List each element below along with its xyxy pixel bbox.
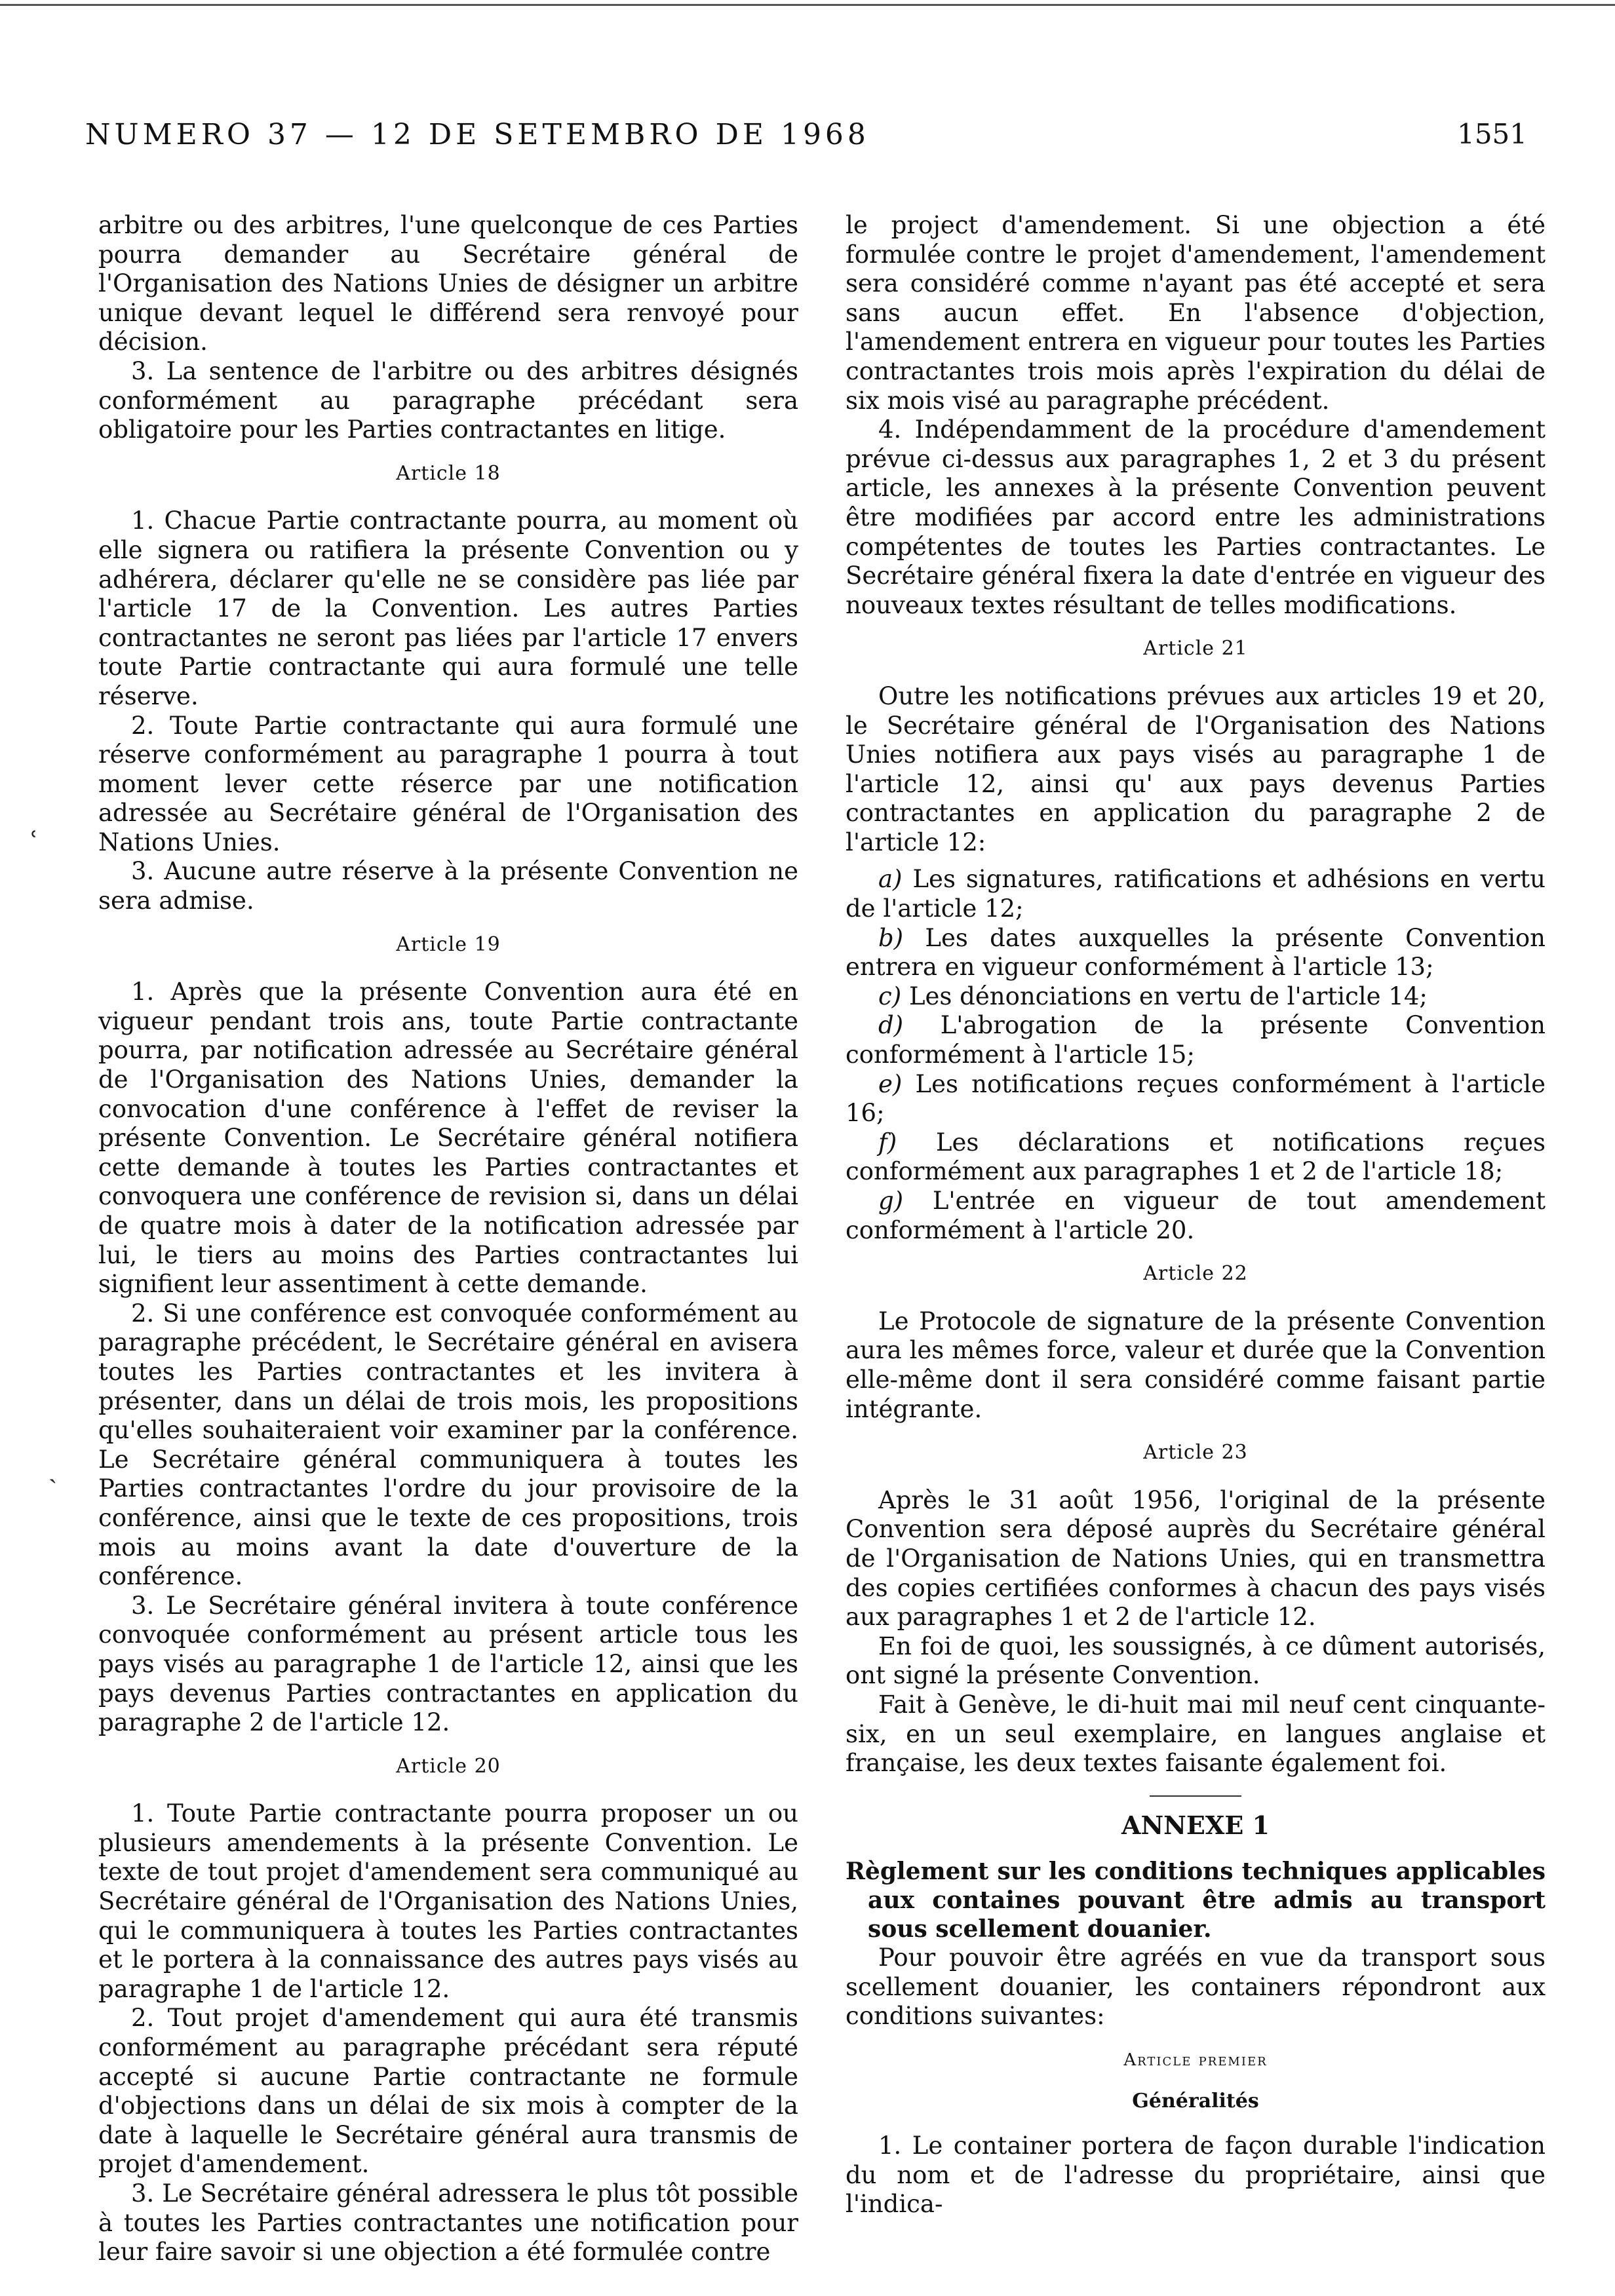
paragraph: le project d'amendement. Si une objection a été formulée contre le projet d'amendement, l'amendement sera considéré comme n'ayant pas été accepté et sera sans aucun effet. En l'absence d'objection, l'amendement entrera en vigueur pour toutes les Parties contractantes trois mois après l'expiration du délai de six mois visé au paragraphe précédent.: [846, 211, 1546, 415]
page-number: 1551: [1457, 118, 1527, 150]
article-heading: Article 23: [1143, 1441, 1248, 1464]
article-heading: Article premier: [1123, 2050, 1268, 2071]
issue-line: NUMERO 37 — 12 DE SETEMBRO DE 1968: [85, 118, 870, 151]
list-item: [846, 924, 1546, 982]
paragraph: 3. Le Secrétaire général invitera à toute conférence convoquée conformément au présent article tous les pays visés au paragraphe 1 de l'article 12, ainsi que les pays devenus Parties contractantes en application du paragraphe 2 de l'article 12.: [98, 1591, 798, 1737]
article-heading: Article 21: [1143, 637, 1248, 660]
list-item: [846, 1011, 1546, 1069]
paragraph: 3. La sentence de l'arbitre ou des arbitres désignés conformément au paragraphe précédant sera obligatoire pour les Parties contractantes en litige.: [98, 356, 798, 444]
paragraph: Outre les notifications prévues aux articles 19 et 20, le Secrétaire général de l'Organisation des Nations Unies notifiera aux pays visés au paragraphe 1 de l'article 12, ainsi qu' aux pays devenus Parties contractantes en application du paragraphe 2 de l'article 12:: [846, 681, 1546, 856]
list-text: Les déclarations et notifications reçues conformément aux paragraphes 1 et 2 de l'article 18;: [846, 1128, 1546, 1186]
list-letter: e): [878, 1069, 903, 1098]
list-text: Les notifications reçues conformément à l'article 16;: [846, 1069, 1546, 1128]
paragraph: 2. Toute Partie contractante qui aura formulé une réserve conformément au paragraphe 1 pourra à tout moment lever cette réserce par une notification adressée au Secrétaire général de l'Organisation des Nations Unies.: [98, 711, 798, 856]
list-item: [846, 1128, 1546, 1187]
list-text: L'entrée en vigueur de tout amendement conformément à l'article 20.: [846, 1187, 1546, 1244]
paragraph: 1. Le container portera de façon durable l'indication du nom et de l'adresse du propriétaire, ainsi que l'indica-: [846, 2132, 1546, 2219]
list-letter: c): [878, 982, 902, 1010]
notification-list: [846, 865, 1546, 1245]
paragraph: 4. Indépendamment de la procédure d'amendement prévue ci-dessus aux paragraphes 1, 2 et 3 du présent article, les annexes à la présente Convention peuvent être modifiées par accord entre les administrations compétentes de toutes les Parties contractantes. Le Secrétaire général fixera la date d'entrée en vigueur des nouveaux textes résultant de telles modifications.: [846, 415, 1546, 619]
list-letter: a): [878, 865, 903, 894]
article-heading: Article 22: [1143, 1262, 1248, 1286]
article-heading: Article 19: [396, 932, 501, 956]
list-text: L'abrogation de la présente Convention conformément à l'article 15;: [846, 1011, 1546, 1069]
paragraph: Fait à Genève, le di-huit mai mil neuf cent cinquante-six, en un seul exemplaire, en langues anglaise et française, les deux textes faisante également foi.: [846, 1690, 1546, 1778]
paragraph: arbitre ou des arbitres, l'une quelconque de ces Parties pourra demander au Secrétaire général de l'Organisation des Nations Unies de désigner un arbitre unique devant lequel le différend sera renvoyé pour décision.: [98, 211, 798, 356]
list-item: [846, 982, 1546, 1012]
section-divider: [1150, 1795, 1241, 1797]
annex-subtitle: Règlement sur les conditions techniques applicables aux containes pouvant être admis au transport sous scellement douanier.: [846, 1858, 1546, 1943]
paragraph: En foi de quoi, les soussignés, à ce dûment autorisés, ont signé la présente Convention.: [846, 1632, 1546, 1690]
paragraph: Pour pouvoir être agréés en vue da transport sous scellement douanier, les containers répondront aux conditions suivantes:: [846, 1943, 1546, 2031]
list-item: [846, 1187, 1546, 1245]
paragraph: Après le 31 août 1956, l'original de la présente Convention sera déposé auprès du Secrétaire général de l'Organisation de Nations Unies, qui en transmettra des copies certifiées conformes à chacun des pays visés aux paragraphes 1 et 2 de l'article 12.: [846, 1485, 1546, 1632]
list-text: Les dénonciations en vertu de l'article 14;: [908, 982, 1428, 1010]
section-heading: Généralités: [1132, 2089, 1259, 2113]
left-column: [98, 211, 798, 2267]
paragraph: 3. Aucune autre réserve à la présente Convention ne sera admise.: [98, 857, 798, 915]
list-item: [846, 1070, 1546, 1128]
margin-tick-mark: ˎ: [49, 1454, 58, 1484]
paragraph: 2. Tout projet d'amendement qui aura été transmis conformément au paragraphe précédant sera réputé accepté si aucune Partie contractante ne formule d'objections dans un délai de six mois à compter de la date à laquelle le Secrétaire général aura transmis de projet d'amendement.: [98, 2004, 798, 2179]
list-text: Les dates auxquelles la présente Convention entrera en vigueur conformément à l'article 13;: [846, 923, 1546, 982]
list-item: [846, 865, 1546, 923]
paragraph: Le Protocole de signature de la présente Convention aura les mêmes force, valeur et durée que la Convention elle-même dont il sera considéré comme faisant partie intégrante.: [846, 1307, 1546, 1423]
paragraph: 3. Le Secrétaire général adressera le plus tôt possible à toutes les Parties contractantes une notification pour leur faire savoir si une objection a été formulée contre: [98, 2179, 798, 2267]
article-heading: Article 20: [396, 1754, 501, 1778]
paragraph: 1. Toute Partie contractante pourra proposer un ou plusieurs amendements à la présente Convention. Le texte de tout projet d'amendement sera communiqué au Secrétaire général de l'Organisation des Nations Unies, qui le communiquera à toutes les Parties contractantes et le portera à la connaissance des autres pays visés au paragraphe 1 de l'article 12.: [98, 1799, 798, 2003]
annex-title: ANNEXE 1: [1121, 1810, 1270, 1840]
right-column: [846, 211, 1546, 2219]
list-text: Les signatures, ratifications et adhésions en vertu de l'article 12;: [846, 865, 1546, 923]
list-letter: g): [878, 1187, 904, 1215]
top-scan-rule: [0, 0, 1615, 14]
list-letter: f): [878, 1128, 897, 1157]
margin-tick-mark: ʿ: [30, 827, 39, 857]
list-letter: d): [878, 1011, 904, 1040]
list-letter: b): [878, 923, 904, 952]
article-heading: Article 18: [396, 461, 501, 485]
page-header: [85, 118, 1527, 164]
paragraph: 2. Si une conférence est convoquée conformément au paragraphe précédent, le Secrétaire général en avisera toutes les Parties contractantes et les invitera à présenter, dans un délai de trois mois, les propositions qu'elles souhaiteraient voir examiner par la conférence. Le Secrétaire général communiquera à toutes les Parties contractantes l'ordre du jour provisoire de la conférence, ainsi que le texte de ces propositions, trois mois au moins avant la date d'ouverture de la conférence.: [98, 1299, 798, 1591]
paragraph: 1. Chacue Partie contractante pourra, au moment où elle signera ou ratifiera la présente Convention ou y adhérera, déclarer qu'elle ne se considère pas liée par l'article 17 de la Convention. Les autres Parties contractantes ne seront pas liées par l'article 17 envers toute Partie contractante qui aura formulé une telle réserve.: [98, 507, 798, 710]
paragraph: 1. Après que la présente Convention aura été en vigueur pendant trois ans, toute Partie contractante pourra, par notification adressée au Secrétaire général de l'Organisation des Nations Unies, demander la convocation d'une conférence à l'effet de reviser la présente Convention. Le Secrétaire général notifiera cette demande à toutes les Parties contractantes et convoquera une conférence de revision si, dans un délai de quatre mois à dater de la notification adressée par lui, le tiers au moins des Parties contractantes lui signifient leur assentiment à cette demande.: [98, 978, 798, 1299]
